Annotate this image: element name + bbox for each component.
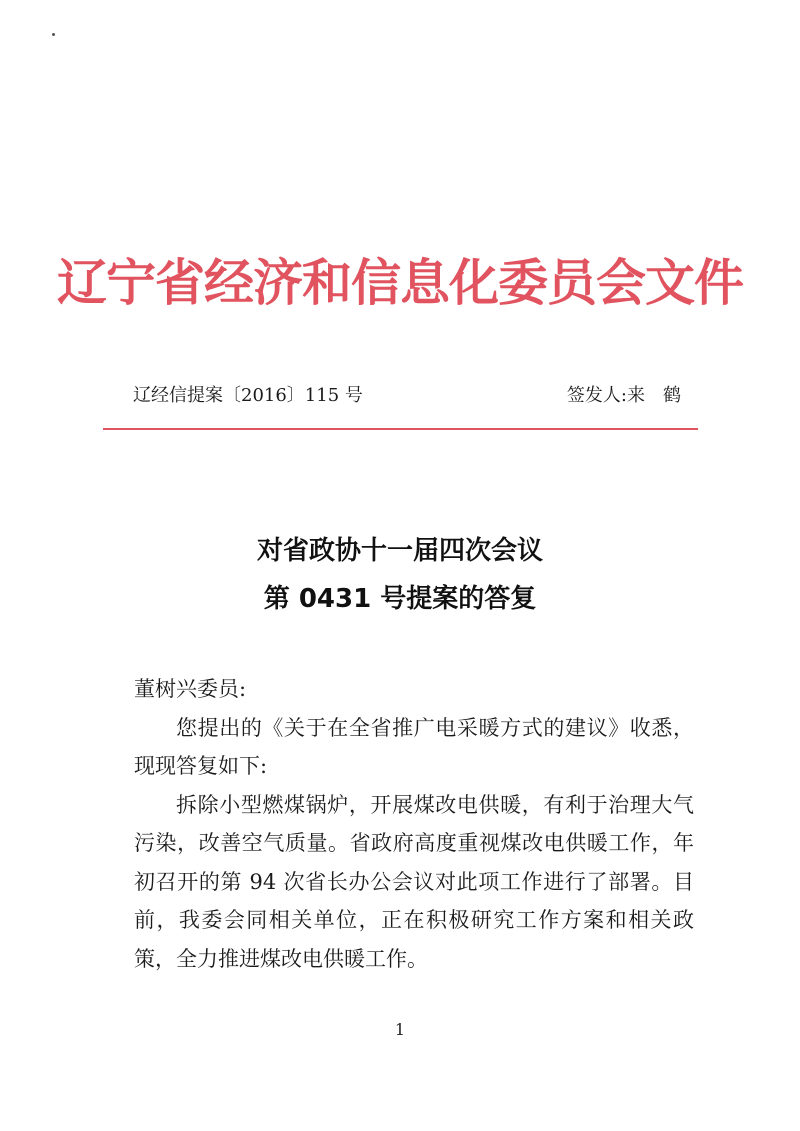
scan-artifact-dot (52, 33, 55, 36)
document-title (0, 527, 800, 623)
signer-name-last: 鹤 (663, 385, 681, 406)
signer-name-first: 来 (627, 385, 645, 406)
document-title-line-1: 对省政协十一届四次会议 (256, 536, 543, 566)
document-title-line-2: 第 0431 号提案的答复 (263, 584, 537, 614)
signer (567, 381, 681, 411)
header-divider-line (103, 428, 698, 430)
document-number: 辽经信提案〔2016〕115 号 (133, 385, 363, 406)
document-body (134, 670, 694, 978)
document-header-title: 辽宁省经济和信息化委员会文件 (57, 253, 743, 312)
page-number: 1 (394, 1020, 406, 1039)
body-paragraph-1: 您提出的《关于在全省推广电采暖方式的建议》收悉，现现答复如下: (134, 715, 694, 778)
salutation: 董树兴委员: (134, 677, 247, 701)
body-paragraph-2: 拆除小型燃煤锅炉，开展煤改电供暖，有利于治理大气污染，改善空气质量。省政府高度重视煤改电供暖工作，年初召开的第 94 次省长办公会议对此项工作进行了部署。目前，我委会同相关单位，正在积极研究工作方案和相关政策，全力推进煤改电供暖工作。 (134, 792, 694, 971)
signer-label: 签发人: (566, 385, 627, 406)
document-meta-row (133, 381, 681, 411)
